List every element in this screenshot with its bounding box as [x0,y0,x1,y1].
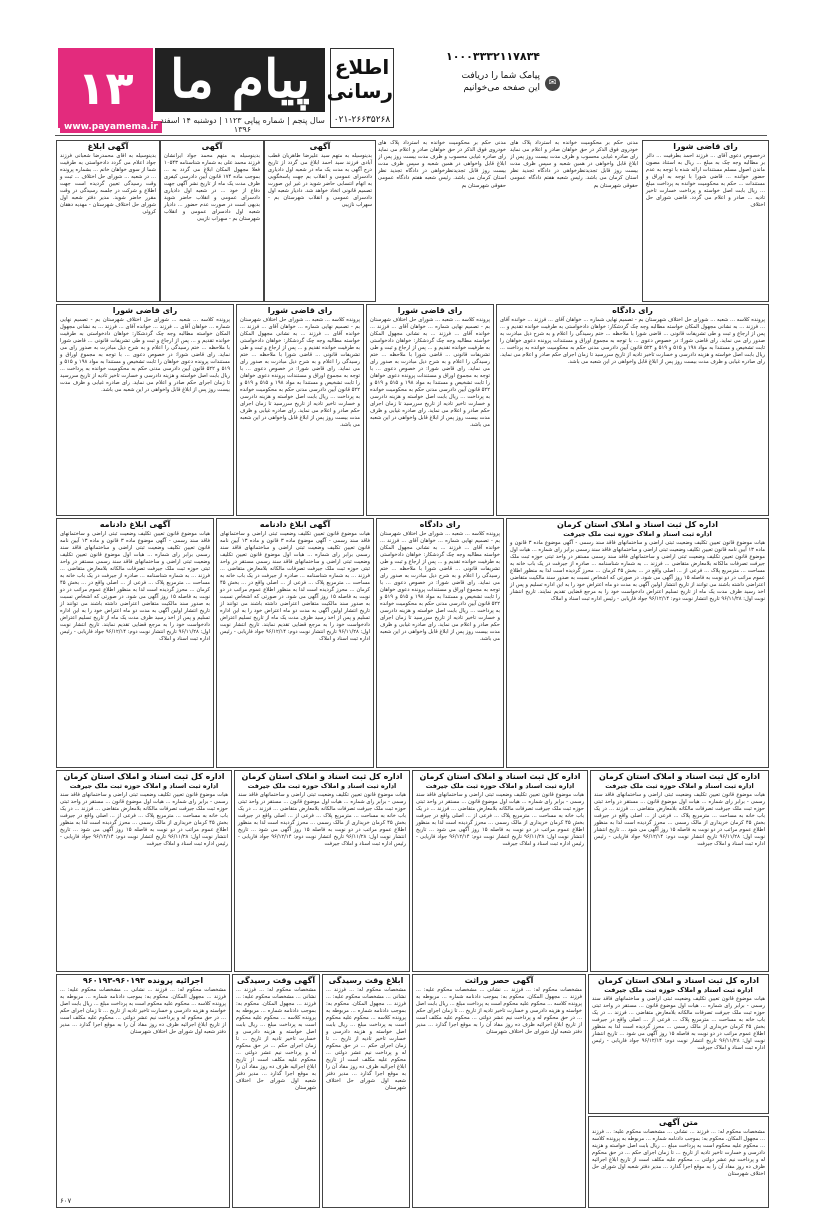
sms-number: ۱۰۰۰۳۳۳۲۱۱۷۸۳۴ [446,50,540,63]
notice-title: رای دادگاه [419,520,461,529]
registry-body: هیات موضوع قانون تعیین تکلیف وضعیت ثبتی اراضی و ساختمانهای فاقد سند رسمی - برابر رای شماره ... هیات اول موضوع قانون ... مستقر در واحد ثبتی حوزه ثبت ملک جیرفت تصرفات مالکانه بلامعارض متقاضی ... فرزند ... در یک باب خانه به مساحت ... مترمربع پلاک ... فرعی از ... اصلی واقع در جیرفت بخش ۴۵ کرمان خریداری از مالک رسمی ... محرز گردیده است لذا به منظور اطلاع عموم مراتب در دو نوبت به فاصله ۱۵ روز آگهی می شود ... تاریخ انتشار نوبت اول: ۹۶/۱۱/۲۸ تاریخ انتشار نوبت دوم: ۹۶/۱۲/۱۴ جواد فاریابی - رئیس اداره ثبت اسناد و املاک جیرفت [60,792,228,847]
registry-box [590,770,769,972]
bottom-ad-title: متن آگهی [659,1118,698,1127]
registry-box [412,770,588,972]
news-text-column: مدنی حکم بر محکومیت خوانده به استرداد پلاک های خودروی فوق الذکر در حق خواهان صادر و اعلام می نماید رای صادره غیابی محسوب و ظرف مدت بیست روز پس از ابلاغ قابل واخواهی در همین شعبه و سپس ظرف مدت بیست روز قابل تجدیدنظرخواهی در دادگاه تجدید نظر استان کرمان می باشد. رئیس شعبه هفتم دادگاه عمومی حقوقی شهرستان بم [378,140,506,189]
bottom-ad-box [588,1116,769,1208]
notice-box [376,518,504,768]
registry-subtitle: اداره ثبت اسناد و املاک حوزه ثبت ملک جیرفت [425,782,575,790]
bottom-ad-body: مشخصات محکوم له: ... فرزند ... نشانی ... مشخصات محکوم علیه: ... فرزند ... مجهول المکان. محکوم به: بموجب دادنامه شماره ... مربوطه به پرونده کلاسه ... محکوم علیه محکوم است به پرداخت مبلغ ... ریال بابت اصل خواسته و هزینه دادرسی و خسارت تاخیر تادیه از تاریخ ... تا زمان اجرای حکم ... در حق محکوم له و پرداخت نیم عشر دولتی ... محکوم علیه مکلف است از تاریخ ابلاغ اجرائیه ظرف ده روز مفاد آن را به موقع اجرا گذارد ... مدیر دفتر شعبه اول شورای حل اختلاف شهرستان [236,987,316,1091]
registry-body: هیات موضوع قانون تعیین تکلیف وضعیت ثبتی اراضی و ساختمانهای فاقد سند رسمی - برابر رای شماره ... هیات اول موضوع قانون ... مستقر در واحد ثبتی حوزه ثبت ملک جیرفت تصرفات مالکانه بلامعارض متقاضی ... فرزند ... در یک باب خانه به مساحت ... مترمربع پلاک ... فرعی از ... اصلی واقع در جیرفت بخش ۴۵ کرمان خریداری از مالک رسمی ... محرز گردیده است لذا به منظور اطلاع عموم مراتب در دو نوبت به فاصله ۱۵ روز آگهی می شود ... تاریخ انتشار نوبت اول: ۹۶/۱۱/۲۸ تاریخ انتشار نوبت دوم: ۹۶/۱۲/۱۴ جواد فاریابی - رئیس اداره ثبت اسناد و املاک جیرفت [416,792,584,847]
bottom-ad-title: اجرائیه پرونده ۹۶۰۱۹۳-۹۶۰۱۹۳ [82,976,204,985]
notice-title: اداره کل ثبت اسناد و املاک استان کرمان [557,520,718,529]
notice-title: آگهی ابلاغ دادنامه [259,520,331,529]
ad-title: رای قاضی شورا [673,142,738,151]
notice-body: پرونده کلاسه ... شعبه ... شورای حل اختلاف شهرستان بم - تصمیم نهایی شماره ... خواهان آقای ... فرزند ... خوانده آقای ... فرزند ... به نشانی مجهول المکان خواسته مطالبه وجه چک گردشکار: خواهان دادخواستی به طرفیت خوانده تقدیم و ... پس از ارجاع و ثبت و طی تشریفات قانونی ... قاضی شورا با ملاحظه ... ختم رسیدگی را اعلام و به شرح ذیل مبادرت به صدور رای می نماید. رای قاضی شورا: در خصوص دعوی ... با توجه به مجموع اوراق و مستندات پرونده دعوی خواهان را ثابت تشخیص و مستندا به مواد ۱۹۸ و ۵۱۵ و ۵۱۹ و ۵۲۲ قانون آیین دادرسی مدنی حکم به محکومیت خوانده به پرداخت ... ریال بابت اصل خواسته و هزینه دادرسی و خسارت تاخیر تادیه از تاریخ سررسید تا زمان اجرای حکم صادر و اعلام می نماید. رای صادره غیابی و ظرف مدت بیست روز پس از ابلاغ قابل واخواهی در این شعبه می باشد. [380,531,500,642]
ruling-box [366,304,494,516]
registry-subtitle: اداره ثبت اسناد و املاک حوزه ثبت ملک جیرفت [605,782,754,790]
registry-title: اداره کل ثبت اسناد و املاک استان کرمان [241,772,403,781]
ruling-body: پرونده کلاسه ... شعبه ... شورای حل اختلاف شهرستان بم - تصمیم نهایی شماره ... خواهان آقای ... فرزند ... خوانده آقای ... فرزند ... به نشانی مجهول المکان خواسته مطالبه وجه چک گردشکار: خواهان دادخواستی به طرفیت خوانده تقدیم و ... پس از ارجاع و ثبت و طی تشریفات قانونی ... قاضی شورا با ملاحظه ... ختم رسیدگی را اعلام و به شرح ذیل مبادرت به صدور رای می نماید. رای قاضی شورا: در خصوص دعوی ... با توجه به مجموع اوراق و مستندات پرونده دعوی خواهان را ثابت تشخیص و مستندا به مواد ۱۹۸ و ۵۱۵ و ۵۱۹ و ۵۲۲ قانون آیین دادرسی مدنی حکم به محکومیت خوانده به پرداخت ... ریال بابت اصل خواسته و هزینه دادرسی و خسارت تاخیر تادیه از تاریخ سررسید تا زمان اجرای حکم صادر و اعلام می نماید. رای صادره غیابی و ظرف مدت بیست روز پس از ابلاغ قابل واخواهی در این شعبه می باشد. [60,317,230,393]
ruling-title: رای قاضی شورا [397,306,463,315]
notice-body: هیات موضوع قانون تعیین تکلیف وضعیت ثبتی اراضی و ساختمانهای فاقد سند رسمی - آگهی موضوع ماده ۳ قانون و ماده ۱۳ آیین نامه قانون تعیین تکلیف وضعیت ثبتی اراضی و ساختمانهای فاقد سند رسمی برابر رای شماره ... هیات اول موضوع قانون تعیین تکلیف وضعیت ثبتی اراضی و ساختمانهای فاقد سند رسمی مستقر در واحد ثبتی حوزه ثبت ملک جیرفت تصرفات مالکانه بلامعارض متقاضی ... فرزند ... به شماره شناسنامه ... صادره از جیرفت در یک باب خانه به مساحت ... مترمربع پلاک ... فرعی از ... اصلی واقع در ... بخش ۴۵ کرمان ... محرز گردیده است لذا به منظور اطلاع عموم مراتب در دو نوبت به فاصله ۱۵ روز آگهی می شود. در صورتی که اشخاص نسبت به صدور سند مالکیت متقاضی اعتراضی داشته باشند می توانند از تاریخ انتشار اولین آگهی به مدت دو ماه اعتراض خود را به این اداره تسلیم و پس از اخذ رسید ظرف مدت یک ماه از تاریخ تسلیم اعتراض دادخواست خود را به مرجع قضایی تقدیم نمایند. تاریخ انتشار نوبت اول: ۹۶/۱۱/۲۸ تاریخ انتشار نوبت دوم: ۹۶/۱۲/۱۴ جواد فاریابی - رئیس اداره ثبت اسناد و املاک [60,531,211,642]
ad-title: آگهی [309,142,331,151]
registry-title: اداره کل ثبت اسناد و املاک استان کرمان [419,772,581,781]
sms-box [400,48,557,126]
bottom-ad-box [322,974,410,1208]
registry-subtitle: اداره ثبت اسناد و املاک حوزه ثبت ملک جیرفت [69,782,219,790]
header-rule [55,135,767,136]
ruling-title: رای قاضی شورا [112,306,178,315]
website-url[interactable]: www.payamema.ir [60,121,162,133]
ad-body: بدینوسیله به متهم سید علیرضا طاهریان قطب آبادی فرزند سید احمد ابلاغ می گردد از تاریخ درج آگهی به مدت یک ماه در شعبه اول دادیاری دادسرای عمومی و انقلاب بم جهت پاسخگویی به اتهام انتسابی حاضر شوید در غیر این صورت تصمیم قانونی اتخاذ خواهد شد. دادیار شعبه اول دادسرای عمومی و انقلاب شهرستان بم - سهراب نازیبی [268,153,372,208]
ruling-body: پرونده کلاسه ... شعبه ... شورای حل اختلاف شهرستان بم - تصمیم نهایی شماره ... خواهان آقای ... فرزند ... خوانده آقای ... فرزند ... به نشانی مجهول المکان خواسته مطالبه وجه چک گردشکار: خواهان دادخواستی به طرفیت خوانده تقدیم و ... پس از ارجاع و ثبت و طی تشریفات قانونی ... قاضی شورا با ملاحظه ... ختم رسیدگی را اعلام و به شرح ذیل مبادرت به صدور رای می نماید. رای قاضی شورا: در خصوص دعوی ... با توجه به مجموع اوراق و مستندات پرونده دعوی خواهان را ثابت تشخیص و مستندا به مواد ۱۹۸ و ۵۱۵ و ۵۱۹ و ۵۲۲ قانون آیین دادرسی مدنی حکم به محکومیت خوانده به پرداخت ... ریال بابت اصل خواسته و هزینه دادرسی و خسارت تاخیر تادیه از تاریخ سررسید تا زمان اجرای حکم صادر و اعلام می نماید. رای صادره غیابی و ظرف مدت بیست روز پس از ابلاغ قابل واخواهی در این شعبه می باشد. [240,317,360,428]
ad-code: ۶۰۷ [60,1197,72,1205]
registry-subtitle: اداره ثبت اسناد و املاک حوزه ثبت ملک جیرفت [604,986,753,994]
ad-box [264,140,376,302]
notice-box [216,518,374,768]
newspaper-logo [155,48,325,112]
ettela-phone: ۰۲۱-۲۶۶۳۵۲۶۸ [333,115,391,125]
notice-box [506,518,769,768]
page-header [0,0,822,135]
ruling-title: رای دادگاه [612,306,653,315]
registry-body: هیات موضوع قانون تعیین تکلیف وضعیت ثبتی اراضی و ساختمانهای فاقد سند رسمی - برابر رای شماره ... هیات اول موضوع قانون ... مستقر در واحد ثبتی حوزه ثبت ملک جیرفت تصرفات مالکانه بلامعارض متقاضی ... فرزند ... در یک باب خانه به مساحت ... مترمربع پلاک ... فرعی از ... اصلی واقع در جیرفت بخش ۴۵ کرمان خریداری از مالک رسمی ... محرز گردیده است لذا به منظور اطلاع عموم مراتب در دو نوبت به فاصله ۱۵ روز آگهی می شود ... تاریخ انتشار نوبت اول: ۹۶/۱۱/۲۸ تاریخ انتشار نوبت دوم: ۹۶/۱۲/۱۴ جواد فاریابی - رئیس اداره ثبت اسناد و املاک جیرفت [238,792,406,847]
notice-body: هیات موضوع قانون تعیین تکلیف وضعیت ثبتی اراضی و ساختمانهای فاقد سند رسمی - آگهی موضوع ماده ۳ قانون و ماده ۱۳ آیین نامه قانون تعیین تکلیف وضعیت ثبتی اراضی و ساختمانهای فاقد سند رسمی برابر رای شماره ... هیات اول موضوع قانون تعیین تکلیف وضعیت ثبتی اراضی و ساختمانهای فاقد سند رسمی مستقر در واحد ثبتی حوزه ثبت ملک جیرفت تصرفات مالکانه بلامعارض متقاضی ... فرزند ... به شماره شناسنامه ... صادره از جیرفت در یک باب خانه به مساحت ... مترمربع پلاک ... فرعی از ... اصلی واقع در ... بخش ۴۵ کرمان ... محرز گردیده است لذا به منظور اطلاع عموم مراتب در دو نوبت به فاصله ۱۵ روز آگهی می شود. در صورتی که اشخاص نسبت به صدور سند مالکیت متقاضی اعتراضی داشته باشند می توانند از تاریخ انتشار اولین آگهی به مدت دو ماه اعتراض خود را به این اداره تسلیم و پس از اخذ رسید ظرف مدت یک ماه از تاریخ تسلیم اعتراض دادخواست خود را به مرجع قضایی تقدیم نمایند. تاریخ انتشار نوبت اول: ۹۶/۱۱/۲۸ تاریخ انتشار نوبت دوم: ۹۶/۱۲/۱۴ جواد فاریابی - رئیس اداره ثبت اسناد و املاک [510,540,766,602]
page-number-box [58,48,153,128]
ad-body: بدینوسیله به اقای محمدرضا شعبانی فرزند جواد اعلام می گردد دادخواستی به طرفیت شما از سوی خواهان خانم ... بشماره پرونده ... در شعبه ... شورای حل اختلاف ... ثبت و وقت رسیدگی تعیین گردیده است جهت اطلاع و شرکت در جلسه رسیدگی در وقت مقرر حاضر شوید. مدیر دفتر شعبه اول شورای حل اختلاف شهرستان - مهدیه دهقان کروئی [60,153,156,215]
bottom-ad-box [588,974,769,1114]
notice-box [56,518,214,768]
sms-line-2: این صفحه می‌خوانیم [463,83,540,93]
ad-box [56,140,160,302]
notice-body: هیات موضوع قانون تعیین تکلیف وضعیت ثبتی اراضی و ساختمانهای فاقد سند رسمی - آگهی موضوع ماده ۳ قانون و ماده ۱۳ آیین نامه قانون تعیین تکلیف وضعیت ثبتی اراضی و ساختمانهای فاقد سند رسمی برابر رای شماره ... هیات اول موضوع قانون تعیین تکلیف وضعیت ثبتی اراضی و ساختمانهای فاقد سند رسمی مستقر در واحد ثبتی حوزه ثبت ملک جیرفت تصرفات مالکانه بلامعارض متقاضی ... فرزند ... به شماره شناسنامه ... صادره از جیرفت در یک باب خانه به مساحت ... مترمربع پلاک ... فرعی از ... اصلی واقع در ... بخش ۴۵ کرمان ... محرز گردیده است لذا به منظور اطلاع عموم مراتب در دو نوبت به فاصله ۱۵ روز آگهی می شود. در صورتی که اشخاص نسبت به صدور سند مالکیت متقاضی اعتراضی داشته باشند می توانند از تاریخ انتشار اولین آگهی به مدت دو ماه اعتراض خود را به این اداره تسلیم و پس از اخذ رسید ظرف مدت یک ماه از تاریخ تسلیم اعتراض دادخواست خود را به مرجع قضایی تقدیم نمایند. تاریخ انتشار نوبت اول: ۹۶/۱۱/۲۸ تاریخ انتشار نوبت دوم: ۹۶/۱۲/۱۴ جواد فاریابی - رئیس اداره ثبت اسناد و املاک [220,531,371,642]
registry-title: اداره کل ثبت اسناد و املاک استان کرمان [599,772,760,781]
ad-title: آگهی ابلاغ [87,142,129,151]
ruling-box [496,304,769,516]
bottom-ad-body: مشخصات محکوم له: ... فرزند ... نشانی ... مشخصات محکوم علیه: ... فرزند ... مجهول المکان. محکوم به: بموجب دادنامه شماره ... مربوطه به پرونده کلاسه ... محکوم علیه محکوم است به پرداخت مبلغ ... ریال بابت اصل خواسته و هزینه دادرسی و خسارت تاخیر تادیه از تاریخ ... تا زمان اجرای حکم ... در حق محکوم له و پرداخت نیم عشر دولتی ... محکوم علیه مکلف است از تاریخ ابلاغ اجرائیه ظرف ده روز مفاد آن را به موقع اجرا گذارد ... مدیر دفتر شعبه اول شورای حل اختلاف شهرستان [592,1129,765,1177]
bottom-ad-title: اداره کل ثبت اسناد و املاک استان کرمان [598,976,759,985]
issue-dateline: سال پنجم | شماره پیاپی ۱۱۲۳ | دوشنبه ۱۴ اسفند ۱۳۹۶ [160,116,325,134]
bottom-ad-box [412,974,586,1208]
ad-body: بدینوسیله به متهم محمد جواد ایرانشان فرزند محمد علی به شماره شناسنامه ۱۰۵۴۳ فعلا مجهول المکان ابلاغ می گردد به ... بموجب ماده ۱۷۴ قانون آیین دادرسی کیفری ظرف مدت یک ماه از تاریخ نشر آگهی جهت دفاع از خود ... در شعبه اول دادیاری دادسرای عمومی و انقلاب حاضر شوید بدیهی است در صورت عدم حضور ... دادیار شعبه اول دادسرای عمومی و انقلاب شهرستان بم - سهراب نازیبی [164,153,260,222]
logo-text: پیام ما [170,49,311,110]
ruling-body: پرونده کلاسه ... شعبه ... شورای حل اختلاف شهرستان بم - تصمیم نهایی شماره ... خواهان آقای ... فرزند ... خوانده آقای ... فرزند ... به نشانی مجهول المکان خواسته مطالبه وجه چک گردشکار: خواهان دادخواستی به طرفیت خوانده تقدیم و ... پس از ارجاع و ثبت و طی تشریفات قانونی ... قاضی شورا با ملاحظه ... ختم رسیدگی را اعلام و به شرح ذیل مبادرت به صدور رای می نماید. رای قاضی شورا: در خصوص دعوی ... با توجه به مجموع اوراق و مستندات پرونده دعوی خواهان را ثابت تشخیص و مستندا به مواد ۱۹۸ و ۵۱۵ و ۵۱۹ و ۵۲۲ قانون آیین دادرسی مدنی حکم به محکومیت خوانده به پرداخت ... ریال بابت اصل خواسته و هزینه دادرسی و خسارت تاخیر تادیه از تاریخ سررسید تا زمان اجرای حکم صادر و اعلام می نماید. رای صادره غیابی و ظرف مدت بیست روز پس از ابلاغ قابل واخواهی در این شعبه می باشد. [500,317,766,365]
envelope-icon: ✉ [545,76,560,91]
sms-line-1: پیامک شما را دریافت [461,71,540,81]
registry-title: اداره کل ثبت اسناد و املاک استان کرمان [63,772,225,781]
registry-box [56,770,232,972]
bottom-ad-body: مشخصات محکوم له: ... فرزند ... نشانی ... مشخصات محکوم علیه: ... فرزند ... مجهول المکان. محکوم به: بموجب دادنامه شماره ... مربوطه به پرونده کلاسه ... محکوم علیه محکوم است به پرداخت مبلغ ... ریال بابت اصل خواسته و هزینه دادرسی و خسارت تاخیر تادیه از تاریخ ... تا زمان اجرای حکم ... در حق محکوم له و پرداخت نیم عشر دولتی ... محکوم علیه مکلف است از تاریخ ابلاغ اجرائیه ظرف ده روز مفاد آن را به موقع اجرا گذارد ... مدیر دفتر شعبه اول شورای حل اختلاف شهرستان [60,987,226,1035]
bottom-ad-box [232,974,320,1208]
bottom-ad-box [56,974,230,1208]
ad-box [642,140,769,302]
ettela-title-2: رسانی [326,79,393,103]
registry-body: هیات موضوع قانون تعیین تکلیف وضعیت ثبتی اراضی و ساختمانهای فاقد سند رسمی - برابر رای شماره ... هیات اول موضوع قانون ... مستقر در واحد ثبتی حوزه ثبت ملک جیرفت تصرفات مالکانه بلامعارض متقاضی ... فرزند ... در یک باب خانه به مساحت ... مترمربع پلاک ... فرعی از ... اصلی واقع در جیرفت بخش ۴۵ کرمان خریداری از مالک رسمی ... محرز گردیده است لذا به منظور اطلاع عموم مراتب در دو نوبت به فاصله ۱۵ روز آگهی می شود ... تاریخ انتشار نوبت اول: ۹۶/۱۱/۲۸ تاریخ انتشار نوبت دوم: ۹۶/۱۲/۱۴ جواد فاریابی - رئیس اداره ثبت اسناد و املاک جیرفت [594,792,765,847]
ruling-body: پرونده کلاسه ... شعبه ... شورای حل اختلاف شهرستان بم - تصمیم نهایی شماره ... خواهان آقای ... فرزند ... خوانده آقای ... فرزند ... به نشانی مجهول المکان خواسته مطالبه وجه چک گردشکار: خواهان دادخواستی به طرفیت خوانده تقدیم و ... پس از ارجاع و ثبت و طی تشریفات قانونی ... قاضی شورا با ملاحظه ... ختم رسیدگی را اعلام و به شرح ذیل مبادرت به صدور رای می نماید. رای قاضی شورا: در خصوص دعوی ... با توجه به مجموع اوراق و مستندات پرونده دعوی خواهان را ثابت تشخیص و مستندا به مواد ۱۹۸ و ۵۱۵ و ۵۱۹ و ۵۲۲ قانون آیین دادرسی مدنی حکم به محکومیت خوانده به پرداخت ... ریال بابت اصل خواسته و هزینه دادرسی و خسارت تاخیر تادیه از تاریخ سررسید تا زمان اجرای حکم صادر و اعلام می نماید. رای صادره غیابی و ظرف مدت بیست روز پس از ابلاغ قابل واخواهی در این شعبه می باشد. [370,317,490,428]
bottom-ad-body: مشخصات محکوم له: ... فرزند ... نشانی ... مشخصات محکوم علیه: ... فرزند ... مجهول المکان. محکوم به: بموجب دادنامه شماره ... مربوطه به پرونده کلاسه ... محکوم علیه محکوم است به پرداخت مبلغ ... ریال بابت اصل خواسته و هزینه دادرسی و خسارت تاخیر تادیه از تاریخ ... تا زمان اجرای حکم ... در حق محکوم له و پرداخت نیم عشر دولتی ... محکوم علیه مکلف است از تاریخ ابلاغ اجرائیه ظرف ده روز مفاد آن را به موقع اجرا گذارد ... مدیر دفتر شعبه اول شورای حل اختلاف شهرستان [416,987,582,1035]
ettela-box [326,48,394,128]
ruling-box [236,304,364,516]
bottom-ad-body: هیات موضوع قانون تعیین تکلیف وضعیت ثبتی اراضی و ساختمانهای فاقد سند رسمی - برابر رای شماره ... هیات اول موضوع قانون ... مستقر در واحد ثبتی حوزه ثبت ملک جیرفت تصرفات مالکانه بلامعارض متقاضی ... فرزند ... در یک باب خانه به مساحت ... مترمربع پلاک ... فرعی از ... اصلی واقع در جیرفت بخش ۴۵ کرمان خریداری از مالک رسمی ... محرز گردیده است لذا به منظور اطلاع عموم مراتب در دو نوبت به فاصله ۱۵ روز آگهی می شود ... تاریخ انتشار نوبت اول: ۹۶/۱۱/۲۸ تاریخ انتشار نوبت دوم: ۹۶/۱۲/۱۴ جواد فاریابی - رئیس اداره ثبت اسناد و املاک جیرفت [592,996,766,1051]
bottom-ad-body: مشخصات محکوم له: ... فرزند ... نشانی ... مشخصات محکوم علیه: ... فرزند ... مجهول المکان. محکوم به: بموجب دادنامه شماره ... مربوطه به پرونده کلاسه ... محکوم علیه محکوم است به پرداخت مبلغ ... ریال بابت اصل خواسته و هزینه دادرسی و خسارت تاخیر تادیه از تاریخ ... تا زمان اجرای حکم ... در حق محکوم له و پرداخت نیم عشر دولتی ... محکوم علیه مکلف است از تاریخ ابلاغ اجرائیه ظرف ده روز مفاد آن را به موقع اجرا گذارد ... مدیر دفتر شعبه اول شورای حل اختلاف شهرستان [326,987,406,1091]
ad-title: آگهی [201,142,223,151]
bottom-ad-title: آگهی وقت رسیدگی [236,976,316,985]
ruling-title: رای قاضی شورا [267,306,333,315]
ettela-title-1: اطلاع [334,55,390,79]
bottom-ad-title: آگهی حصر وراثت [464,976,534,985]
notice-title: آگهی ابلاغ دادنامه [99,520,171,529]
ad-box [160,140,264,302]
page-number: ۱۳ [77,61,134,115]
ruling-box [56,304,234,516]
registry-subtitle: اداره ثبت اسناد و املاک حوزه ثبت ملک جیرفت [247,782,397,790]
notice-subtitle: اداره ثبت اسناد و املاک حوزه ثبت ملک جیرفت [563,530,712,538]
news-text-column: مدنی حکم بر محکومیت خوانده به استرداد پلاک های خودروی فوق الذکر در حق خواهان صادر و اعلام می نماید رای صادره غیابی محسوب و ظرف مدت بیست روز پس از ابلاغ قابل واخواهی در همین شعبه و سپس ظرف مدت بیست روز قابل تجدیدنظرخواهی در دادگاه تجدید نظر استان کرمان می باشد. رئیس شعبه هفتم دادگاه عمومی حقوقی شهرستان بم [510,140,638,189]
ad-body: درخصوص دعوی آقای ... فرزند احمد بطرفیت ... دائر بر مطالبه وجه چک به مبلغ ... ریال به استناد مصون ماندن اصول مسلم مستندات ارائه شده با توجه به عدم حضور خوانده ... قاضی شورا با توجه به اوراق و مستندات ... حکم به محکومیت خوانده به پرداخت مبلغ ... ریال بابت اصل خواسته و پرداخت خسارت تاخیر تادیه ... صادر و اعلام می گردد. قاضی شورای حل اختلاف [646,153,765,208]
bottom-ad-title: ابلاغ وقت رسیدگی [328,976,404,985]
registry-box [234,770,410,972]
